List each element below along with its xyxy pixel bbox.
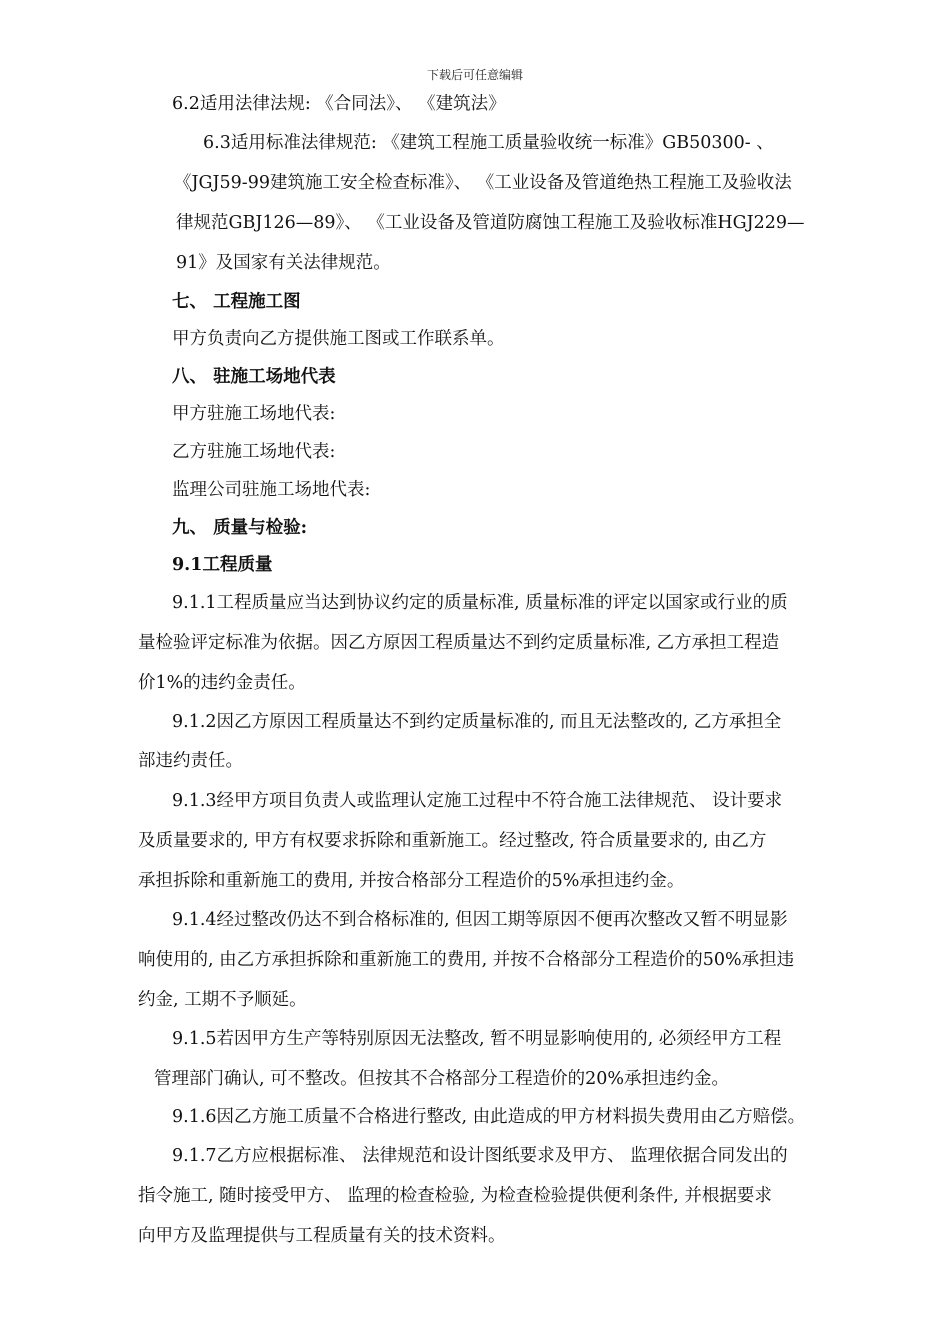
- page-header-note: 下载后可任意编辑: [426, 68, 523, 82]
- supervisor-representative: 监理公司驻施工场地代表:: [172, 480, 371, 500]
- clause-9-1-2-line-1: 9.1.2因乙方原因工程质量达不到约定质量标准的, 而且无法整改的, 乙方承担全: [172, 712, 782, 732]
- section-8-heading: 八、 驻施工场地代表: [172, 367, 336, 387]
- clause-9-1-6: 9.1.6因乙方施工质量不合格进行整改, 由此造成的甲方材料损失费用由乙方赔偿。: [172, 1107, 806, 1127]
- section-7-heading: 七、 工程施工图: [172, 292, 301, 312]
- clause-9-1-1-line-2: 量检验评定标准为依据。因乙方原因工程质量达不到约定质量标准, 乙方承担工程造: [138, 633, 780, 653]
- clause-9-1-7-line-3: 向甲方及监理提供与工程质量有关的技术资料。: [138, 1226, 506, 1246]
- clause-6-2: 6.2适用法律法规: 《合同法》、 《建筑法》: [172, 94, 506, 114]
- clause-9-1-1-line-3: 价1%的违约金责任。: [138, 673, 306, 693]
- clause-9-1-2-line-2: 部违约责任。: [138, 751, 243, 771]
- clause-9-1-4-line-1: 9.1.4经过整改仍达不到合格标准的, 但因工期等原因不便再次整改又暂不明显影: [172, 910, 788, 930]
- subsection-9-1-heading: 9.1工程质量: [172, 555, 273, 575]
- clause-6-3-line-2: 《JGJ59-99建筑施工安全检查标准》、 《工业设备及管道绝热工程施工及验收法: [174, 173, 792, 193]
- clause-9-1-4-line-2: 响使用的, 由乙方承担拆除和重新施工的费用, 并按不合格部分工程造价的50%承担违: [138, 950, 795, 970]
- clause-9-1-7-line-1: 9.1.7乙方应根据标准、 法律规范和设计图纸要求及甲方、 监理依据合同发出的: [172, 1146, 788, 1166]
- clause-6-3-line-1: 6.3适用标准法律规范: 《建筑工程施工质量验收统一标准》GB50300- 、: [203, 133, 774, 153]
- clause-9-1-3-line-2: 及质量要求的, 甲方有权要求拆除和重新施工。经过整改, 符合质量要求的, 由乙方: [138, 831, 767, 851]
- party-b-representative: 乙方驻施工场地代表:: [172, 442, 336, 462]
- clause-9-1-5-line-2: 管理部门确认, 可不整改。但按其不合格部分工程造价的20%承担违约金。: [154, 1069, 730, 1089]
- section-9-heading: 九、 质量与检验:: [172, 518, 308, 538]
- clause-9-1-3-line-3: 承担拆除和重新施工的费用, 并按合格部分工程造价的5%承担违约金。: [138, 871, 685, 891]
- clause-6-3-line-4: 91》及国家有关法律规范。: [176, 253, 391, 273]
- party-a-representative: 甲方驻施工场地代表:: [172, 404, 336, 424]
- clause-9-1-7-line-2: 指令施工, 随时接受甲方、 监理的检查检验, 为检查检验提供便利条件, 并根据要求: [138, 1186, 772, 1206]
- clause-6-3-line-3: 律规范GBJ126—89》、 《工业设备及管道防腐蚀工程施工及验收标准HGJ229—: [176, 213, 805, 233]
- clause-9-1-4-line-3: 约金, 工期不予顺延。: [138, 990, 307, 1010]
- clause-9-1-3-line-1: 9.1.3经甲方项目负责人或监理认定施工过程中不符合施工法律规范、 设计要求: [172, 791, 783, 811]
- clause-9-1-5-line-1: 9.1.5若因甲方生产等特别原因无法整改, 暂不明显影响使用的, 必须经甲方工程: [172, 1029, 782, 1049]
- clause-9-1-1-line-1: 9.1.1工程质量应当达到协议约定的质量标准, 质量标准的评定以国家或行业的质: [172, 593, 788, 613]
- section-7-text: 甲方负责向乙方提供施工图或工作联系单。: [172, 329, 505, 349]
